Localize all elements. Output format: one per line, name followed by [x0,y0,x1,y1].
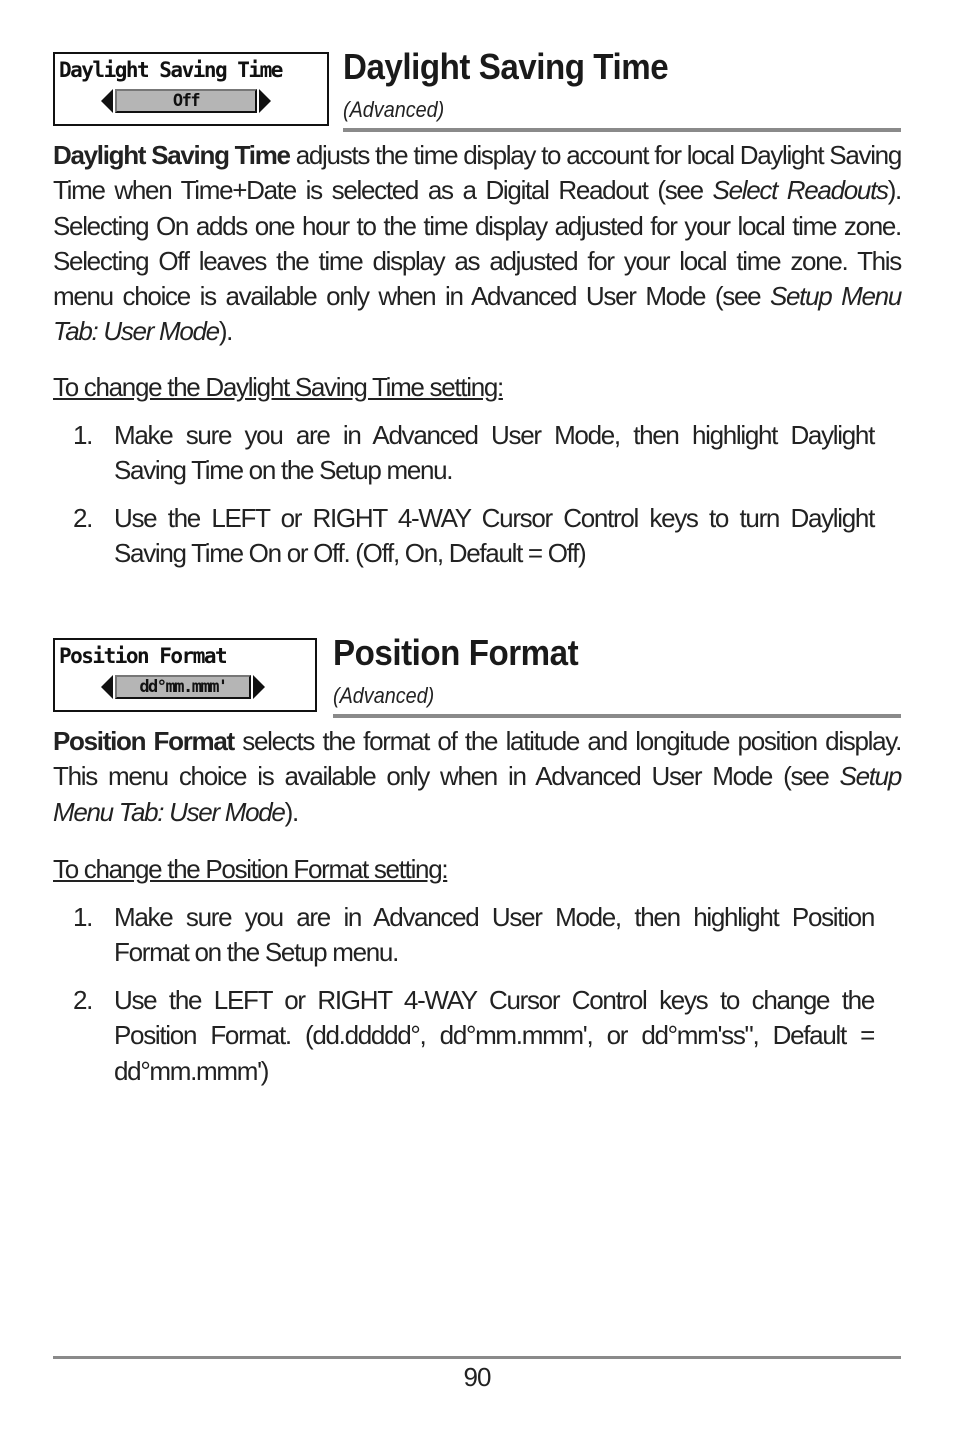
widget-title: Daylight Saving Time [59,58,282,82]
section-subheading: (Advanced) [333,683,435,708]
step-text: Use the LEFT or RIGHT 4-WAY Cursor Control keys to change the Position Format. (dd.ddddd°, dd°mm.mmm', or dd°mm'ss", Default = dd°mm.mmm') [114,985,874,1086]
arrow-left-icon [101,675,113,699]
description-bold-term: Daylight Saving Time [53,140,290,170]
description-text: selects the format of the latitude and longitude position display. This menu choice is available only when in Advanced User Mode (see [53,726,901,792]
widget-value: dd°mm.mmm' [115,675,251,699]
daylight-saving-time-menu-widget [53,52,329,126]
cross-reference-link: Select Readouts [712,175,888,206]
widget-title: Position Format [59,644,227,668]
step-number: 1. [73,420,93,450]
widget-value-row [101,674,265,700]
widget-value-row [101,88,271,114]
arrow-left-icon [101,89,113,113]
section-description [53,138,901,350]
section-subheading: (Advanced) [343,97,445,122]
step-text: Make sure you are in Advanced User Mode, then highlight Daylight Saving Time on the Setup menu. [114,420,874,486]
description-bold-term: Position Format [53,726,234,756]
procedure-title: To change the Daylight Saving Time setting: [53,372,503,402]
section-description [53,724,901,830]
step-text: Use the LEFT or RIGHT 4-WAY Cursor Control keys to turn Daylight Saving Time On or Off. (Off, On, Default = Off) [114,503,874,569]
cross-reference-link: Setup Menu Tab: User Mode [53,281,901,347]
position-format-menu-widget [53,638,317,712]
footer-rule [53,1356,901,1359]
description-text: ). [218,316,233,347]
step-number: 2. [73,985,93,1015]
description-text: adjusts the time display to account for local Daylight Saving Time when Time+Date is selected as a Digital Readout (see [53,140,901,206]
heading-rule [343,128,901,132]
step-number: 2. [73,503,93,533]
description-text: ). [284,796,298,827]
widget-value: Off [115,89,257,113]
description-text: ). Selecting On adds one hour to the time display adjusted for your local time zone. Selecting Off leaves the time display as adjusted for your local time zone. This menu choice is available only when in Advanced User Mode (see [53,175,901,312]
heading-rule [333,714,901,718]
step-number: 1. [73,902,93,932]
section-heading: Position Format [333,632,579,673]
arrow-right-icon [253,675,265,699]
step-text: Make sure you are in Advanced User Mode, then highlight Position Format on the Setup menu. [114,902,874,968]
procedure-title: To change the Position Format setting: [53,854,448,884]
arrow-right-icon [259,89,271,113]
page-number: 90 [463,1362,491,1392]
cross-reference-link: Setup Menu Tab: User Mode [53,761,901,827]
section-heading: Daylight Saving Time [343,46,669,87]
